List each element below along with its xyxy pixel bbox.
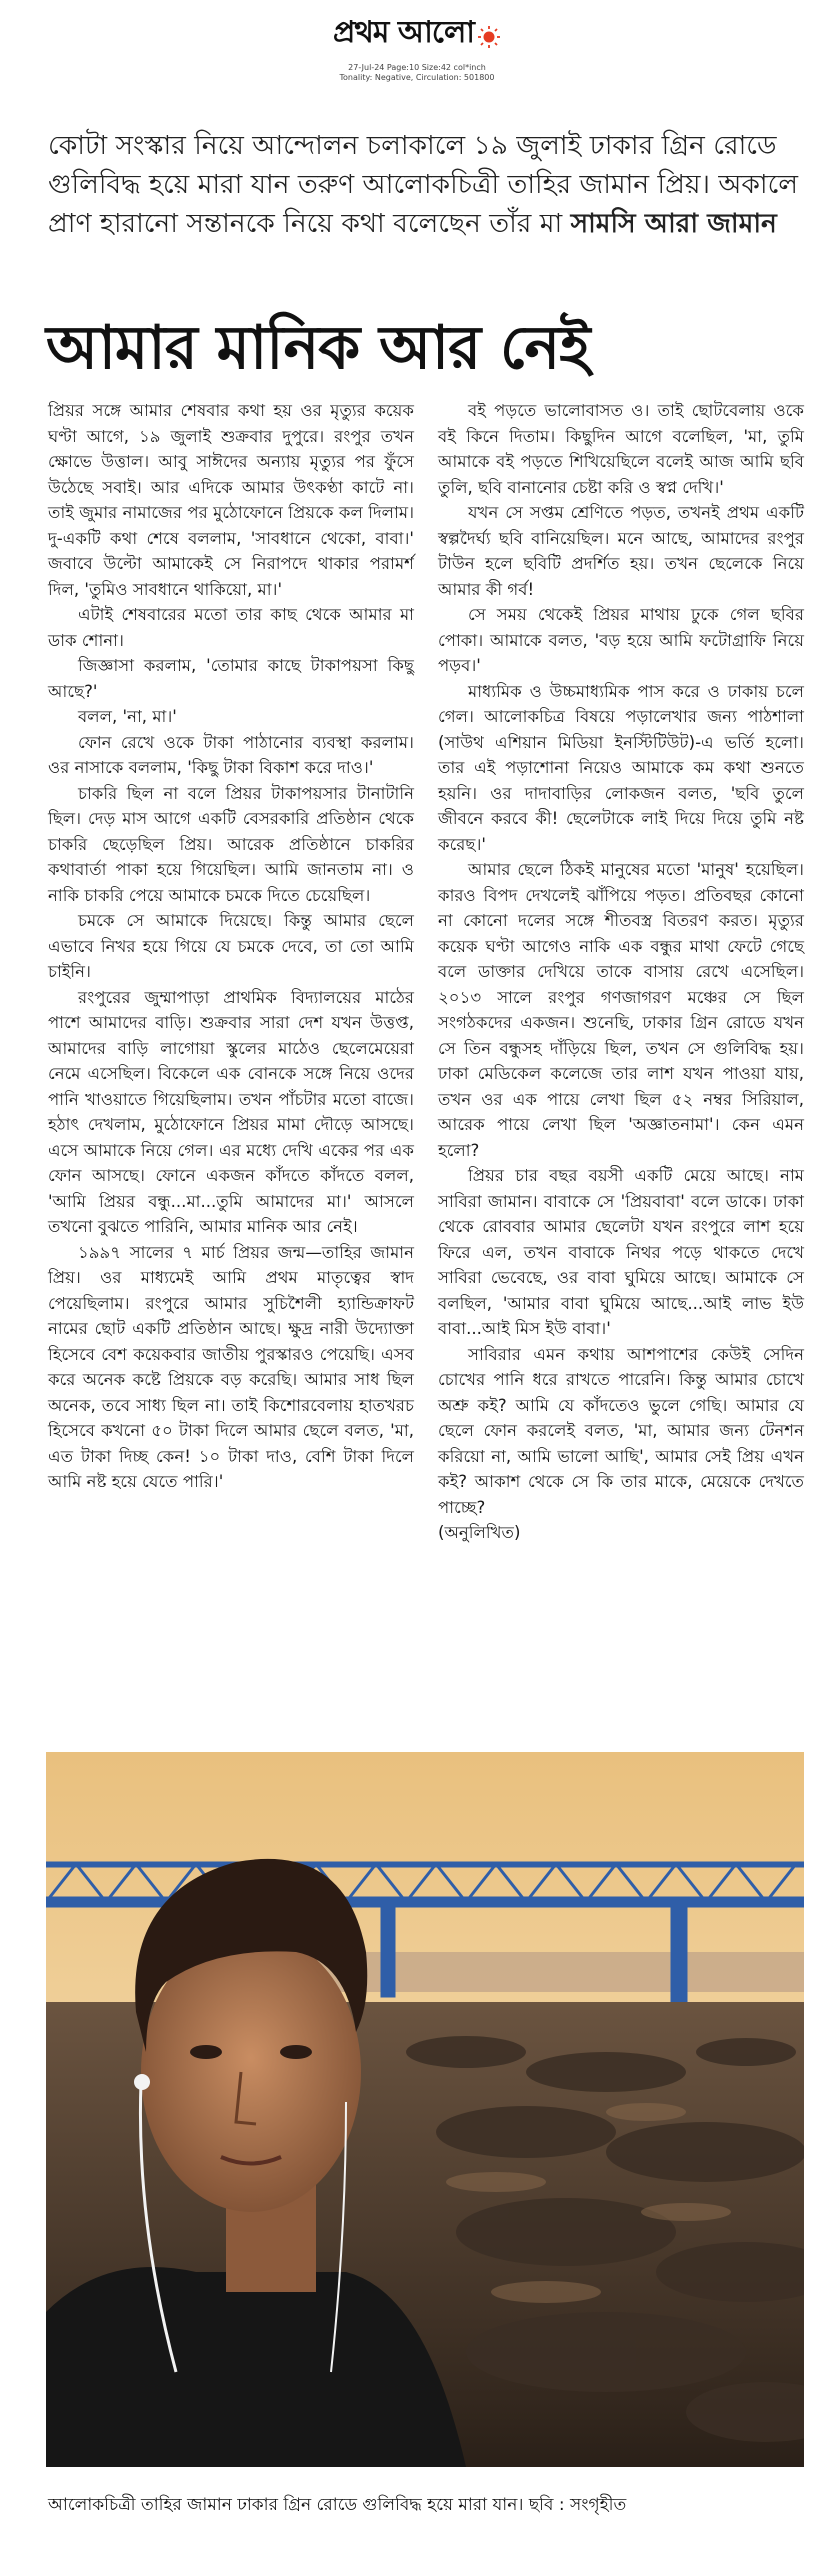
intro-text: কোটা সংস্কার নিয়ে আন্দোলন চলাকালে ১৯ জুলাই ঢাকার গ্রিন রোডে গুলিবিদ্ধ হয়ে মারা যান তরুণ আলোকচিত্রী তাহির জামান প্রিয়। অকালে প্রাণ হারানো সন্তানকে নিয়ে কথা বলেছেন তাঁর মা <box>48 130 798 239</box>
newspaper-logo <box>333 8 501 59</box>
paragraph: সাবিরার এমন কথায় আশপাশের কেউই সেদিন চোখের পানি ধরে রাখতে পারেনি। কিন্তু আমার চোখে অশ্রু কই? আমি যে কাঁদতেও ভুলে গেছি। আমার যে ছেলে ফোন করলেই বলত, 'মা, আমার জন্য টেনশন করিয়ো না, আমি ভালো আছি', আমার সেই প্রিয় এখন কই? আকাশ থেকে সে কি তার মাকে, মেয়েকে দেখতে পাচ্ছে? <box>438 1344 804 1517</box>
article-note: (অনুলিখিত) <box>438 1523 521 1542</box>
paragraph: এটাই শেষবারের মতো তার কাছ থেকে আমার মা ডাক শোনা। <box>48 605 414 650</box>
paragraph: জিজ্ঞাসা করলাম, 'তোমার কাছে টাকাপয়সা কিছু আছে?' <box>48 656 414 701</box>
paragraph: চমকে সে আমাকে দিয়েছে। কিন্তু আমার ছেলে এভাবে নিখর হয়ে গিয়ে যে চমকে দেবে, তা তো আমি চাইনি। <box>48 911 414 981</box>
photo-caption: আলোকচিত্রী তাহির জামান ঢাকার গ্রিন রোডে গুলিবিদ্ধ হয়ে মারা যান। ছবি : সংগৃহীত <box>48 2495 627 2515</box>
intro-author-name: সামসি আরা জামান <box>570 208 777 239</box>
clipping-meta <box>0 63 834 83</box>
article-column-right <box>438 398 804 1546</box>
paragraph: ফোন রেখে ওকে টাকা পাঠানোর ব্যবস্থা করলাম। ওর নাসাকে বললাম, 'কিছু টাকা বিকাশ করে দাও।' <box>48 732 414 777</box>
article-headline: আমার মানিক আর নেই <box>46 313 590 383</box>
paragraph: যখন সে সপ্তম শ্রেণিতে পড়ত, তখনই প্রথম একটি স্বল্পদৈর্ঘ্য ছবি বানিয়েছিল। মনে আছে, আমাদের রংপুর টাউন হলে ছবিটি প্রদর্শিত হয়। তখন ছেলেকে নিয়ে আমার কী গর্ব! <box>438 503 804 599</box>
paragraph: রংপুরের জুম্মাপাড়া প্রাথমিক বিদ্যালয়ের মাঠের পাশে আমাদের বাড়ি। শুক্রবার সারা দেশ যখন উত্তপ্ত, আমাদের বাড়ি লাগোয়া স্কুলের মাঠেও ছেলেমেয়েরা নেমে এসেছিল। বিকেলে এক বোনকে সঙ্গে নিয়ে ওদের পানি খাওয়াতে গিয়েছিলাম। তখন পাঁচটার মতো বাজে। হঠাৎ দেখলাম, মুঠোফোনে প্রিয়র মামা দৌড়ে আসছে। এসে আমাকে নিয়ে গেল। এর মধ্যে দেখি একের পর এক ফোন আসছে। ফোনে একজন কাঁদতে কাঁদতে বলল, 'আমি প্রিয়র বন্ধু...মা...তুমি আমাদের মা।' আসলে তখনো বুঝতে পারিনি, আমার মানিক আর নেই। <box>48 987 414 1236</box>
paragraph: ১৯৯৭ সালের ৭ মার্চ প্রিয়র জন্ম—তাহির জামান প্রিয়। ওর মাধ্যমেই আমি প্রথম মাতৃত্বের স্বাদ পেয়েছিলাম। রংপুরে আমার সুচিশৈলী হ্যান্ডিক্রাফট নামের ছোট একটি প্রতিষ্ঠান আছে। ক্ষুদ্র নারী উদ্যোক্তা হিসেবে বেশ কয়েকবার জাতীয় পুরস্কারও পেয়েছি। এসব করে অনেক কষ্টে প্রিয়কে বড় করেছি। আমার সাধ ছিল অনেক, তবে সাধ্য ছিল না। তাই কিশোরবেলায় হাতখরচ হিসেবে কখনো ৫০ টাকা দিলে আমার ছেলে বলত, 'মা, এত টাকা দিচ্ছ কেন! ১০ টাকা দাও, বেশি টাকা দিলে আমি নষ্ট হয়ে যেতে পারি।' <box>48 1242 414 1491</box>
paragraph: আমার ছেলে ঠিকই মানুষের মতো 'মানুষ' হয়েছিল। কারও বিপদ দেখলেই ঝাঁপিয়ে পড়ত। প্রতিবছর কোনো না কোনো দলের সঙ্গে শীতবস্ত্র বিতরণ করত। মৃত্যুর কয়েক ঘণ্টা আগেও নাকি এক বন্ধুর মাথা ফেটে গেছে বলে ডাক্তার দেখিয়ে তাকে বাসায় রেখে এসেছিল। ২০১৩ সালে রংপুর গণজাগরণ মঞ্চের সে ছিল সংগঠকদের একজন। শুনেছি, ঢাকার গ্রিন রোডে যখন সে তিন বন্ধুসহ দাঁড়িয়ে ছিল, তখন সে গুলিবিদ্ধ হয়। ঢাকা মেডিকেল কলেজে তার লাশ যখন পাওয়া যায়, তখন ওর এক পায়ে লেখা ছিল ৫২ নম্বর সিরিয়াল, আরেক পায়ে লেখা ছিল 'অজ্ঞাতনামা'। কেন এমন হলো? <box>438 860 804 1160</box>
paragraph: প্রিয়র সঙ্গে আমার শেষবার কথা হয় ওর মৃত্যুর কয়েক ঘণ্টা আগে, ১৯ জুলাই শুক্রবার দুপুরে। রংপুর তখন ক্ষোভে উত্তাল। আবু সাঈদের অন্যায় মৃত্যুর পর ফুঁসে উঠেছে সবাই। আর এদিকে আমার উৎকণ্ঠা কাটে না। তাই জুমার নামাজের পর মুঠোফোনে প্রিয়কে কল দিলাম। দু-একটি কথা শেষে বললাম, 'সাবধানে থেকো, বাবা।' জবাবে উল্টো আমাকেই সে নিরাপদে থাকার পরামর্শ দিল, 'তুমিও সাবধানে থাকিয়ো, মা।' <box>48 401 414 599</box>
meta-line-2: Tonality: Negative, Circulation: 501800 <box>339 73 495 82</box>
paragraph: চাকরি ছিল না বলে প্রিয়র টাকাপয়সার টানাটানি ছিল। দেড় মাস আগে একটি বেসরকারি প্রতিষ্ঠান থেকে চাকরি ছেড়েছিল প্রিয়। আরেক প্রতিষ্ঠানে চাকরির কথাবার্তা পাকা হয়ে গিয়েছিল। আমি জানতাম না। ও নাকি চাকরি পেয়ে আমাকে চমকে দিতে চেয়েছিল। <box>48 783 414 905</box>
paragraph: প্রিয়র চার বছর বয়সী একটি মেয়ে আছে। নাম সাবিরা জামান। বাবাকে সে 'প্রিয়বাবা' বলে ডাকে। ঢাকা থেকে রোববার আমার ছেলেটা যখন রংপুরে লাশ হয়ে ফিরে এল, তখন বাবাকে নিথর পড়ে থাকতে দেখে সাবিরা ভেবেছে, ওর বাবা ঘুমিয়ে আছে। আমাকে সে বলছিল, 'আমার বাবা ঘুমিয়ে আছে...আই লাভ ইউ বাবা...আই মিস ইউ বাবা।' <box>438 1166 804 1338</box>
logo-text: প্রথম আলো <box>332 15 475 50</box>
paragraph: সে সময় থেকেই প্রিয়র মাথায় ঢুকে গেল ছবির পোকা। আমাকে বলত, 'বড় হয়ে আমি ফটোগ্রাফি নিয়ে পড়ব।' <box>438 605 804 675</box>
sun-icon <box>477 22 501 46</box>
article-intro <box>48 126 800 243</box>
paragraph: বলল, 'না, মা।' <box>78 707 177 726</box>
portrait-photo-illustration <box>46 1752 804 2467</box>
article-photo <box>46 1752 804 2467</box>
meta-line-1: 27-Jul-24 Page:10 Size:42 col*inch <box>348 63 486 72</box>
article-column-left <box>48 398 414 1495</box>
masthead <box>0 8 834 83</box>
paragraph: মাধ্যমিক ও উচ্চমাধ্যমিক পাস করে ও ঢাকায় চলে গেল। আলোকচিত্র বিষয়ে পড়ালেখার জন্য পাঠশালা (সাউথ এশিয়ান মিডিয়া ইনস্টিটিউট)-এ ভর্তি হলো। তার এই পড়াশোনা নিয়েও আমাকে কম কথা শুনতে হয়নি। ওর দাদাবাড়ির লোকজন বলত, 'ছবি তুলে জীবনে করবে কী! ছেলেটাকে লাই দিয়ে দিয়ে তুমি নষ্ট করেছ।' <box>438 681 804 854</box>
paragraph: বই পড়তে ভালোবাসত ও। তাই ছোটবেলায় ওকে বই কিনে দিতাম। কিছুদিন আগে বলেছিল, 'মা, তুমি আমাকে বই পড়তে শিখিয়েছিলে বলেই আজ আমি ছবি তুলি, ছবি বানানোর চেষ্টা করি ও স্বপ্ন দেখি।' <box>438 401 804 497</box>
